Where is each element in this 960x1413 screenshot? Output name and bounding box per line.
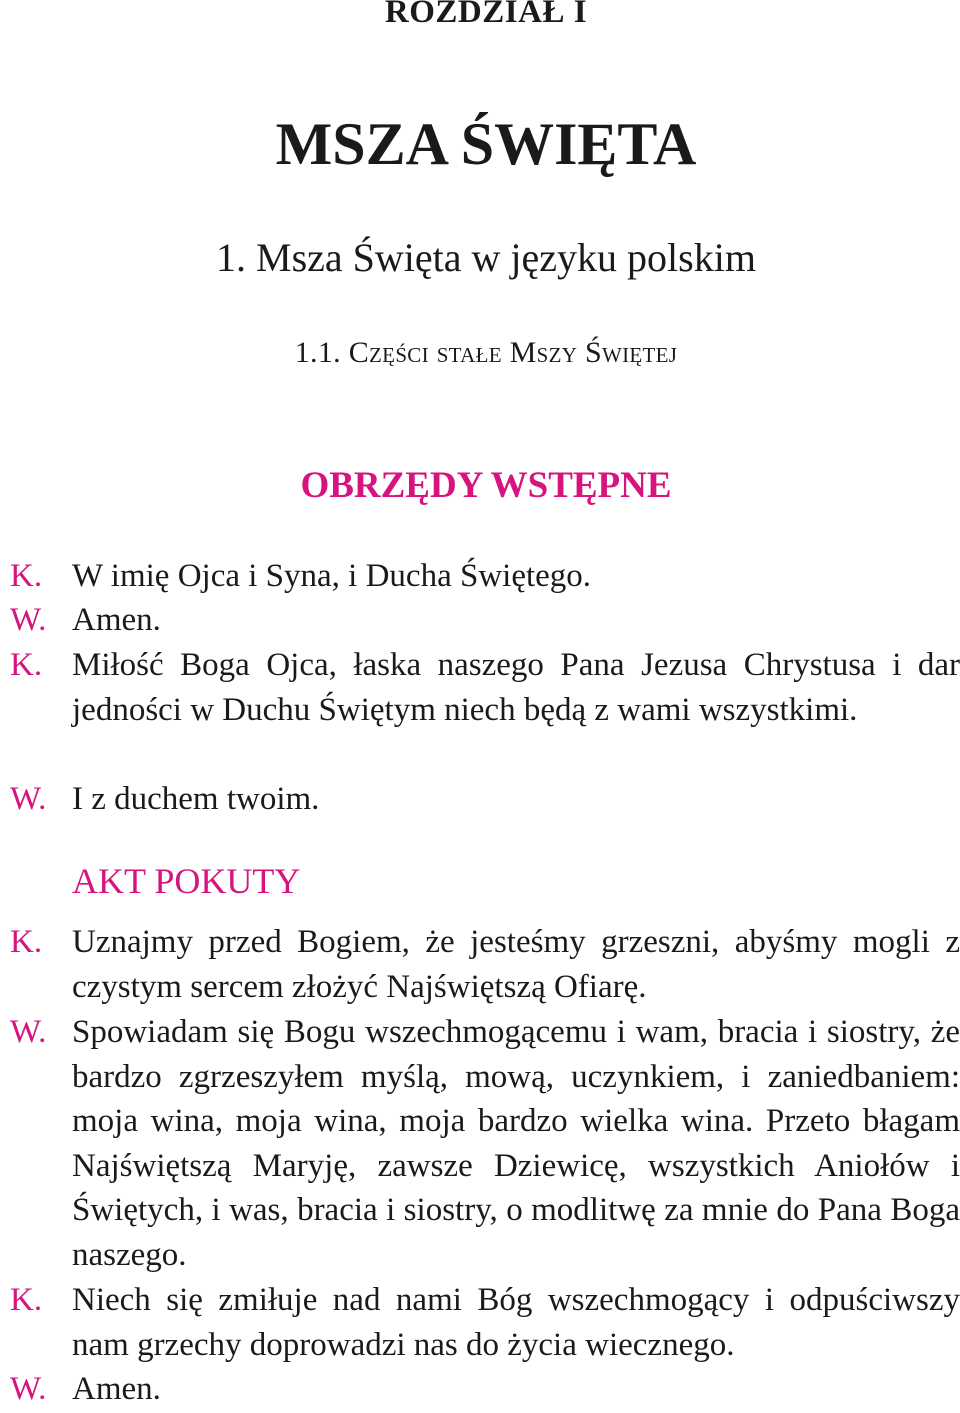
speaker-label: K. [10, 647, 43, 683]
chapter-heading: ROZDZIAŁ I [384, 0, 588, 30]
penitential-act-heading: AKT POKUTY [72, 861, 301, 901]
dialog-text: Spowiadam się Bogu wszechmogącemu i wam, bracia i siostry, że bardzo zgrzeszyłem myślą, mową, uczynkiem, i zaniedbaniem: moja wina, moja wina, moja bardzo wielka wina. Przeto błagam Najświętszą Maryję, zawsze Dziewicę, wszystkich Aniołów i Świętych, i was, bracia i siostry, o modlitwę za mnie do Pana Boga naszego. [72, 1014, 960, 1273]
speaker-label: W. [10, 1371, 47, 1407]
page-title: MSZA ŚWIĘTA [275, 111, 697, 177]
rite-heading: OBRZĘDY WSTĘPNE [300, 465, 672, 506]
speaker-label: W. [10, 781, 47, 817]
dialog-line [10, 598, 960, 643]
speaker-label: K. [10, 1282, 43, 1318]
dialog-text: Niech się zmiłuje nad nami Bóg wszechmogący i odpuściwszy nam grzechy doprowadzi nas do życia wiecznego. [72, 1282, 960, 1363]
dialog-text: I z duchem twoim. [72, 781, 320, 817]
speaker-label: W. [10, 1014, 47, 1050]
dialog-line [10, 643, 960, 732]
section-subtitle: 1. Msza Święta w języku polskim [216, 235, 756, 280]
speaker-label: W. [10, 602, 47, 638]
subsection-subtitle: 1.1. Części stałe Mszy Świętej [294, 336, 678, 369]
dialog-line [10, 554, 960, 599]
dialog-line [10, 777, 960, 822]
dialog-line [10, 920, 960, 1009]
speaker-label: K. [10, 558, 43, 594]
dialog-text: Amen. [72, 602, 161, 638]
dialog-line [10, 1278, 960, 1367]
dialog-line [10, 1367, 960, 1412]
speaker-label: K. [10, 924, 43, 960]
dialog-text: W imię Ojca i Syna, i Ducha Świętego. [72, 558, 592, 594]
dialog-text: Uznajmy przed Bogiem, że jesteśmy grzeszni, abyśmy mogli z czystym sercem złożyć Najświętszą Ofiarę. [72, 924, 960, 1005]
dialog-line [10, 1010, 960, 1278]
dialog-text: Miłość Boga Ojca, łaska naszego Pana Jezusa Chrystusa i dar jedności w Duchu Świętym niech będą z wami wszystkimi. [72, 647, 960, 728]
dialog-text: Amen. [72, 1371, 161, 1407]
